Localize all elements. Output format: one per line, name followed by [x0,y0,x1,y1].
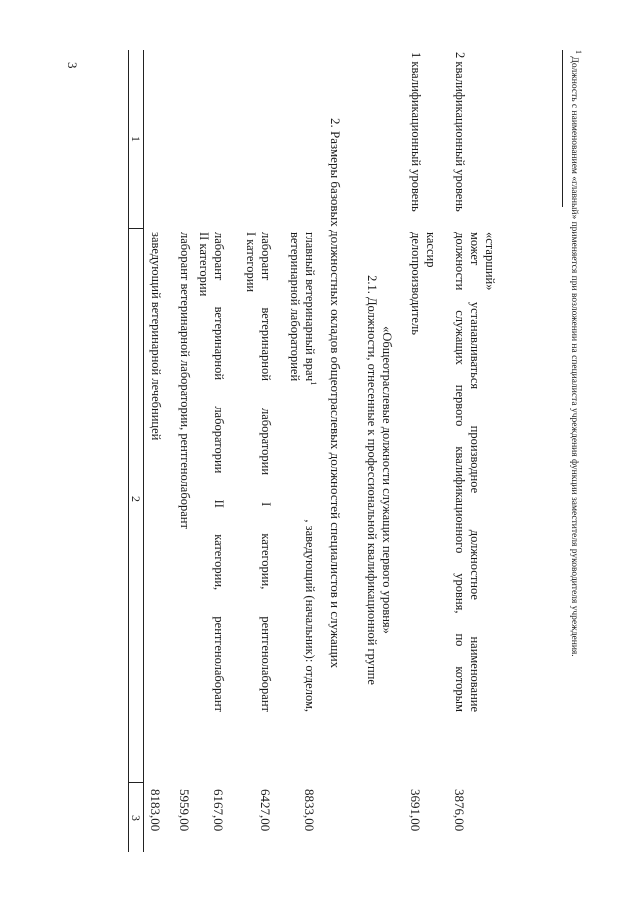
salary-row-3: 6167,00 [211,789,226,832]
salary-level-1: 3691,00 [408,789,423,832]
level-1-position-1: делопроизводитель [409,232,423,335]
salary-row-5: 8833,00 [302,789,317,832]
table-header-divider [128,50,129,852]
qualification-level-1: 1 квалификационный уровень [409,52,423,212]
salary-row-4: 6427,00 [258,789,273,832]
column-divider-1-2 [129,228,144,229]
qualification-level-2: 2 квалификационный уровень [453,52,467,212]
position-row-5-title: главный ветеринарный врач$^1$ [303,232,319,386]
position-row-4-line-1: лаборант ветеринарной лаборатории I категории, рентгенолаборант [259,232,273,712]
level-2-position-line-1: должности служащих первого квалификационного уровня, по которым [453,232,467,712]
level-1-position-2: кассир [424,232,438,268]
position-row-5-line-1 [302,232,317,712]
column-number-3: 3 [129,815,143,821]
position-row-3-line-1: лаборант ветеринарной лаборатории II категории, рентгенолаборант [212,232,226,712]
position-row-2: лаборант ветеринарной лаборатории, рентгенолаборант [178,232,192,529]
page-number: 3 [65,62,80,69]
position-row-5-line-2: ветеринарной лабораторией [288,232,302,382]
position-row-5-title-rest: , заведующий (начальник): отделом, [303,519,317,712]
salary-row-1: 8183,00 [148,789,163,832]
level-2-position-line-2: может устанавливаться производное должностное наименование [468,232,482,712]
section-heading: 2. Размеры базовых должностных окладов общеотраслевых должностей специалистов и служащих [328,118,343,669]
position-row-4-line-2: I категории [244,232,258,293]
footnote [569,50,584,657]
footnote-separator [562,50,563,207]
column-number-2: 2 [129,496,143,502]
level-2-position-line-3: «старший» [483,232,497,291]
salary-level-2: 3876,00 [452,789,467,832]
footnote-mark: 1 [574,50,584,54]
subsection-heading-line-2: «Общеотраслевые должности служащих первого уровня» [380,326,394,634]
column-divider-2-3 [129,782,144,783]
position-row-3-line-2: II категории [197,232,211,297]
column-number-1: 1 [129,136,143,142]
position-row-1: заведующий ветеринарной лечебницей [149,232,163,441]
salary-row-2: 5959,00 [177,789,192,832]
subsection-heading-line-1: 2.1. Должности, отнесенные к профессиональной квалификационной группе [365,275,379,685]
table-top-border [143,50,144,852]
footnote-text: Должность с наименованием «главный» применяется при возложении на специалиста учреждения функции заместителя руководителя учреждения. [569,54,579,657]
footnote-reference: 1 [309,381,319,386]
